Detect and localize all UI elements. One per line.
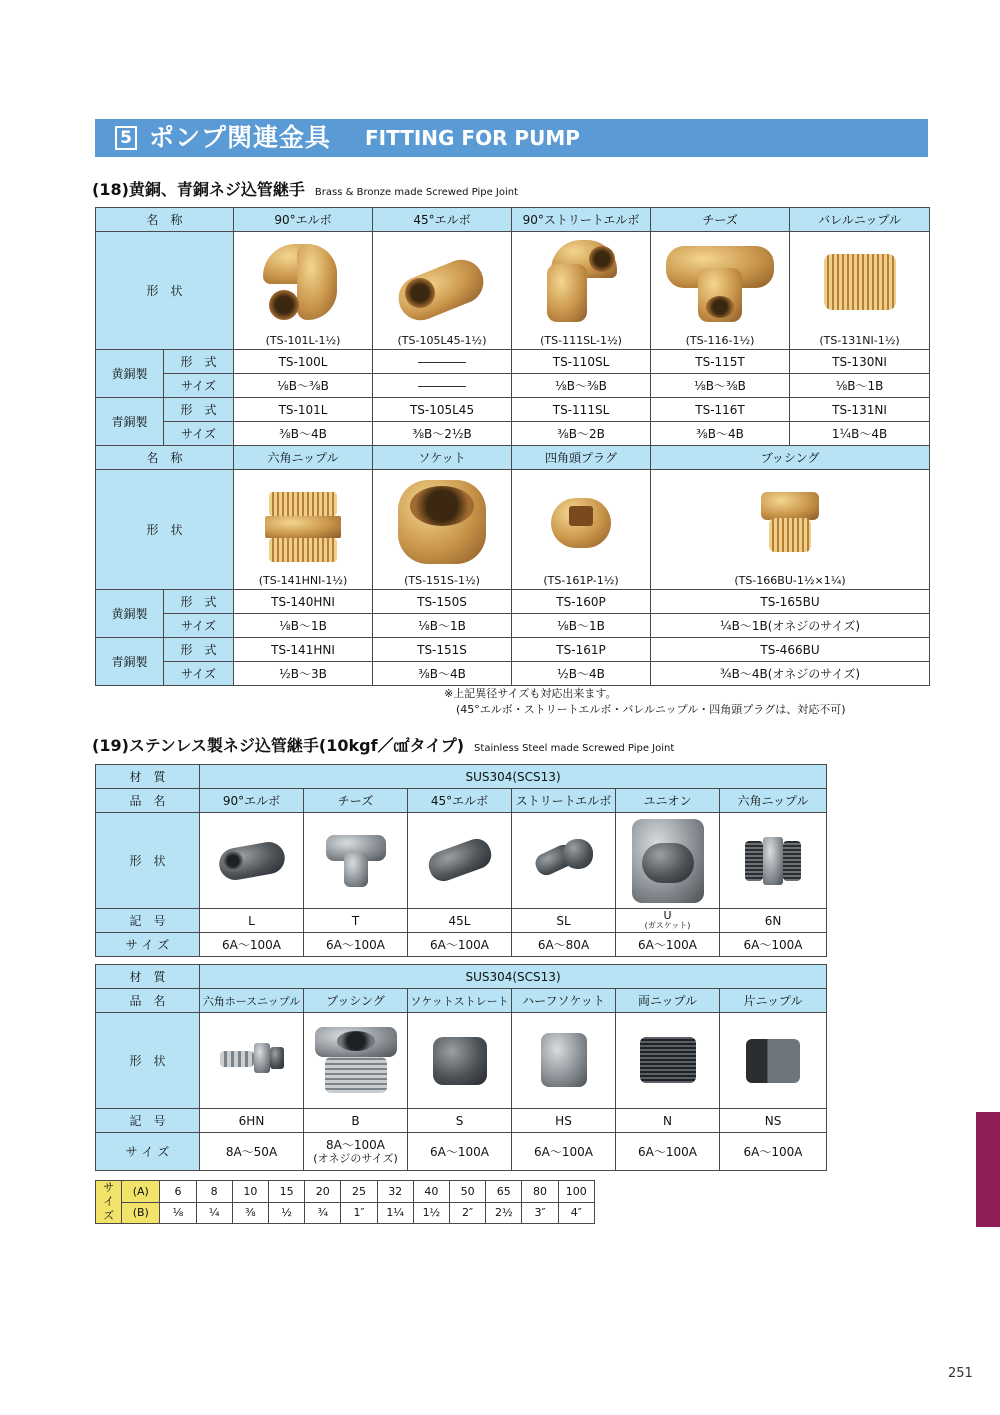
size-a-cell: 50 bbox=[450, 1181, 486, 1203]
size-label-char: イ bbox=[103, 1195, 115, 1208]
bronze-type-cell: TS-141HNI bbox=[234, 638, 373, 662]
note-line-1: ※上記異径サイズも対応出来ます。 bbox=[444, 687, 617, 700]
size-b-cell: ¾ bbox=[305, 1202, 341, 1224]
brass-type-cell: TS-100L bbox=[234, 350, 373, 374]
size-b-cell: 1½ bbox=[413, 1202, 449, 1224]
header-ss-single-nipple: 片ニップル bbox=[720, 989, 827, 1013]
size-cell: 6A～100A bbox=[408, 1133, 512, 1171]
shape-90-elbow bbox=[234, 232, 373, 350]
brass-size-cell: ⅛B～1B bbox=[790, 374, 930, 398]
caption-socket: (TS-151S-1½) bbox=[404, 574, 480, 587]
size-a-cell: 20 bbox=[305, 1181, 341, 1203]
brass-bushing-image bbox=[761, 492, 819, 554]
size-label: サ イ ズ bbox=[96, 933, 200, 957]
bronze-type-cell: TS-111SL bbox=[512, 398, 651, 422]
bronze-size-cell: ½B～3B bbox=[234, 662, 373, 686]
bushing-size: 8A～100A bbox=[326, 1137, 385, 1152]
header-tee: チーズ bbox=[651, 208, 790, 232]
size-b-cell: 4″ bbox=[558, 1202, 594, 1224]
shape-barrel-nipple bbox=[790, 232, 930, 350]
shape-bushing bbox=[651, 470, 930, 590]
brass-square-plug-image bbox=[551, 498, 611, 548]
size-b-cell: ⅜ bbox=[232, 1202, 268, 1224]
product-label: 品 名 bbox=[96, 989, 200, 1013]
ss-90-elbow-image bbox=[219, 837, 285, 883]
caption-street-elbow: (TS-111SL-1½) bbox=[540, 334, 622, 347]
ss-half-socket-cell bbox=[512, 1013, 616, 1109]
note-line-2: (45°エルボ・ストリートエルボ・バレルニップル・四角頭プラグは、対応不可) bbox=[456, 703, 846, 716]
material-label: 材 質 bbox=[96, 965, 200, 989]
size-b-cell: 1¼ bbox=[377, 1202, 413, 1224]
size-a-cell: 15 bbox=[268, 1181, 304, 1203]
size-b-cell: ¼ bbox=[196, 1202, 232, 1224]
union-symbol: U bbox=[663, 908, 672, 922]
bronze-type-cell: TS-466BU bbox=[651, 638, 930, 662]
brass-tee-image bbox=[666, 246, 774, 322]
brass-type-cell: TS-130NI bbox=[790, 350, 930, 374]
header-name: 名 称 bbox=[96, 446, 234, 470]
size-cell: 6A～100A bbox=[720, 1133, 827, 1171]
ss-45-elbow-cell bbox=[408, 813, 512, 909]
symbol-cell: L bbox=[200, 909, 304, 933]
ss-hose-nipple-cell bbox=[200, 1013, 304, 1109]
header-hex-nipple: 六角ニップル bbox=[234, 446, 373, 470]
size-conversion-table bbox=[95, 1180, 595, 1224]
brass-street-elbow-image bbox=[541, 240, 621, 326]
size-b-cell: 2″ bbox=[450, 1202, 486, 1224]
size-a-cell: 25 bbox=[341, 1181, 377, 1203]
brass-size-cell: ⅛B～1B bbox=[512, 614, 651, 638]
size-row-a-label: (A) bbox=[122, 1181, 160, 1203]
brass-size-cell: ―――― bbox=[373, 374, 512, 398]
ss-45-elbow-image bbox=[428, 835, 492, 883]
size-label: サイズ bbox=[164, 374, 234, 398]
size-label-char: ズ bbox=[103, 1209, 115, 1222]
symbol-cell: HS bbox=[512, 1109, 616, 1133]
type-label: 形 式 bbox=[164, 398, 234, 422]
size-cell: 6A～100A bbox=[408, 933, 512, 957]
brass-type-cell: TS-160P bbox=[512, 590, 651, 614]
header-ss-union: ユニオン bbox=[616, 789, 720, 813]
size-cell: 8A～50A bbox=[200, 1133, 304, 1171]
section-banner bbox=[95, 119, 928, 157]
header-ss-socket-straight: ソケットストレート bbox=[408, 989, 512, 1013]
ss-single-nipple-image bbox=[746, 1039, 800, 1083]
brass-size-cell: ⅛B～⅜B bbox=[512, 374, 651, 398]
ss-socket-straight-cell bbox=[408, 1013, 512, 1109]
size-b-cell: 1″ bbox=[341, 1202, 377, 1224]
symbol-cell: 45L bbox=[408, 909, 512, 933]
size-b-cell: ⅛ bbox=[160, 1202, 196, 1224]
ss-hex-nipple-image bbox=[745, 837, 801, 885]
bronze-type-cell: TS-101L bbox=[234, 398, 373, 422]
size-label: サイズ bbox=[164, 614, 234, 638]
ss-socket-straight-image bbox=[433, 1037, 487, 1085]
brass-bronze-table-1 bbox=[95, 207, 930, 446]
brass-size-cell: ¼B～1B(オネジのサイズ) bbox=[651, 614, 930, 638]
ss-half-socket-image bbox=[541, 1033, 587, 1087]
shape-label: 形 状 bbox=[96, 813, 200, 909]
brass-type-cell: TS-150S bbox=[373, 590, 512, 614]
brass-type-cell: TS-115T bbox=[651, 350, 790, 374]
bronze-type-cell: TS-161P bbox=[512, 638, 651, 662]
material-value: SUS304(SCS13) bbox=[200, 965, 827, 989]
size-a-cell: 8 bbox=[196, 1181, 232, 1203]
sec19-title bbox=[92, 736, 674, 759]
brass-type-cell: TS-140HNI bbox=[234, 590, 373, 614]
bronze-size-cell: ⅜B～4B bbox=[234, 422, 373, 446]
brass-barrel-nipple-image bbox=[824, 254, 896, 310]
ss-tee-cell bbox=[304, 813, 408, 909]
ss-double-nipple-image bbox=[640, 1037, 696, 1083]
header-ss-hex-nipple: 六角ニップル bbox=[720, 789, 827, 813]
header-ss-hose-nipple: 六角ホースニップル bbox=[200, 989, 304, 1013]
stainless-table-1 bbox=[95, 764, 827, 957]
symbol-label: 記 号 bbox=[96, 909, 200, 933]
size-b-cell: 2½ bbox=[486, 1202, 522, 1224]
stainless-table-2 bbox=[95, 964, 827, 1171]
symbol-cell: NS bbox=[720, 1109, 827, 1133]
size-cell: 6A～80A bbox=[512, 933, 616, 957]
brass-90-elbow-image bbox=[263, 244, 343, 324]
ss-street-elbow-image bbox=[535, 839, 593, 881]
bronze-size-cell: ¾B～4B(オネジのサイズ) bbox=[651, 662, 930, 686]
shape-hex-nipple bbox=[234, 470, 373, 590]
bronze-size-cell: 1¼B～4B bbox=[790, 422, 930, 446]
product-label: 品 名 bbox=[96, 789, 200, 813]
ss-bushing-cell bbox=[304, 1013, 408, 1109]
header-ss-45-elbow: 45°エルボ bbox=[408, 789, 512, 813]
section-title-jp: ポンプ関連金具 bbox=[149, 123, 332, 152]
ss-double-nipple-cell bbox=[616, 1013, 720, 1109]
ss-hex-nipple-cell bbox=[720, 813, 827, 909]
ss-single-nipple-cell bbox=[720, 1013, 827, 1109]
size-a-cell: 65 bbox=[486, 1181, 522, 1203]
brass-hex-nipple-image bbox=[265, 492, 341, 564]
union-symbol-note: (ガスケット) bbox=[644, 920, 691, 930]
header-ss-tee: チーズ bbox=[304, 789, 408, 813]
brass-socket-image bbox=[398, 480, 486, 564]
header-ss-street-elbow: ストリートエルボ bbox=[512, 789, 616, 813]
caption-barrel-nipple: (TS-131NI-1½) bbox=[819, 334, 900, 347]
brass-45-elbow-image bbox=[397, 250, 487, 322]
shape-label: 形 状 bbox=[96, 232, 234, 350]
header-name: 名 称 bbox=[96, 208, 234, 232]
symbol-label: 記 号 bbox=[96, 1109, 200, 1133]
size-label: サイズ bbox=[164, 662, 234, 686]
type-label: 形 式 bbox=[164, 590, 234, 614]
header-barrel-nipple: バレルニップル bbox=[790, 208, 930, 232]
brass-type-cell: TS-110SL bbox=[512, 350, 651, 374]
bronze-type-cell: TS-151S bbox=[373, 638, 512, 662]
size-cell: 6A～100A bbox=[720, 933, 827, 957]
header-street-elbow: 90°ストリートエルボ bbox=[512, 208, 651, 232]
ss-hose-nipple-image bbox=[220, 1043, 284, 1073]
size-a-cell: 80 bbox=[522, 1181, 558, 1203]
brass-type-cell: ―――― bbox=[373, 350, 512, 374]
size-label: サ イ ズ bbox=[96, 1133, 200, 1171]
material-label: 材 質 bbox=[96, 765, 200, 789]
header-ss-90-elbow: 90°エルボ bbox=[200, 789, 304, 813]
header-45-elbow: 45°エルボ bbox=[373, 208, 512, 232]
size-cell: 6A～100A bbox=[304, 933, 408, 957]
symbol-cell: N bbox=[616, 1109, 720, 1133]
ss-union-image bbox=[626, 819, 710, 903]
size-cell: 6A～100A bbox=[512, 1133, 616, 1171]
header-90-elbow: 90°エルボ bbox=[234, 208, 373, 232]
header-socket: ソケット bbox=[373, 446, 512, 470]
material-value: SUS304(SCS13) bbox=[200, 765, 827, 789]
symbol-cell: 6N bbox=[720, 909, 827, 933]
caption-square-plug: (TS-161P-1½) bbox=[543, 574, 619, 587]
size-label-char: サ bbox=[103, 1181, 115, 1194]
brass-label: 黄銅製 bbox=[96, 590, 164, 638]
ss-bushing-image bbox=[315, 1027, 397, 1095]
shape-label: 形 状 bbox=[96, 1013, 200, 1109]
shape-45-elbow bbox=[373, 232, 512, 350]
brass-size-cell: ⅛B～1B bbox=[373, 614, 512, 638]
size-a-cell: 40 bbox=[413, 1181, 449, 1203]
ss-union-cell bbox=[616, 813, 720, 909]
shape-street-elbow bbox=[512, 232, 651, 350]
bronze-label: 青銅製 bbox=[96, 398, 164, 446]
brass-size-cell: ⅛B～⅜B bbox=[651, 374, 790, 398]
size-a-cell: 32 bbox=[377, 1181, 413, 1203]
brass-label: 黄銅製 bbox=[96, 350, 164, 398]
caption-bushing: (TS-166BU-1½×1¼) bbox=[734, 574, 846, 587]
caption-45-elbow: (TS-105L45-1½) bbox=[397, 334, 487, 347]
header-bushing: ブッシング bbox=[651, 446, 930, 470]
caption-90-elbow: (TS-101L-1½) bbox=[265, 334, 341, 347]
size-a-cell: 6 bbox=[160, 1181, 196, 1203]
ss-90-elbow-cell bbox=[200, 813, 304, 909]
symbol-cell: S bbox=[408, 1109, 512, 1133]
bronze-size-cell: ⅜B～4B bbox=[651, 422, 790, 446]
symbol-cell: SL bbox=[512, 909, 616, 933]
header-square-plug: 四角頭プラグ bbox=[512, 446, 651, 470]
chapter-tab-marker bbox=[976, 1112, 1000, 1227]
sec18-title bbox=[92, 180, 518, 203]
section-number: 5 bbox=[115, 126, 137, 150]
size-cell: 6A～100A bbox=[616, 933, 720, 957]
bronze-type-cell: TS-105L45 bbox=[373, 398, 512, 422]
page-number: 251 bbox=[948, 1366, 973, 1381]
size-a-cell: 10 bbox=[232, 1181, 268, 1203]
sec19-title-text: (19)ステンレス製ネジ込管継手(10kgf／㎠タイプ) bbox=[92, 736, 465, 755]
bronze-size-cell: ½B～4B bbox=[512, 662, 651, 686]
section-title-en: FITTING FOR PUMP bbox=[365, 126, 580, 150]
bronze-size-cell: ⅜B～2½B bbox=[373, 422, 512, 446]
brass-size-cell: ⅛B～1B bbox=[234, 614, 373, 638]
size-cell-bushing bbox=[304, 1133, 408, 1171]
size-cell: 6A～100A bbox=[616, 1133, 720, 1171]
caption-tee: (TS-116-1½) bbox=[685, 334, 755, 347]
brass-bronze-table-2 bbox=[95, 445, 930, 686]
symbol-cell: 6HN bbox=[200, 1109, 304, 1133]
bronze-type-cell: TS-116T bbox=[651, 398, 790, 422]
shape-socket bbox=[373, 470, 512, 590]
sec19-subtitle: Stainless Steel made Screwed Pipe Joint bbox=[474, 743, 675, 754]
header-ss-half-socket: ハーフソケット bbox=[512, 989, 616, 1013]
size-a-cell: 100 bbox=[558, 1181, 594, 1203]
symbol-cell: B bbox=[304, 1109, 408, 1133]
header-ss-double-nipple: 両ニップル bbox=[616, 989, 720, 1013]
size-b-cell: 3″ bbox=[522, 1202, 558, 1224]
symbol-cell-union bbox=[616, 909, 720, 933]
size-table-label bbox=[96, 1181, 122, 1224]
bronze-size-cell: ⅜B～4B bbox=[373, 662, 512, 686]
bronze-size-cell: ⅜B～2B bbox=[512, 422, 651, 446]
bronze-type-cell: TS-131NI bbox=[790, 398, 930, 422]
shape-label: 形 状 bbox=[96, 470, 234, 590]
brass-size-cell: ⅛B～⅜B bbox=[234, 374, 373, 398]
size-row-b-label: (B) bbox=[122, 1202, 160, 1224]
brass-type-cell: TS-165BU bbox=[651, 590, 930, 614]
type-label: 形 式 bbox=[164, 350, 234, 374]
bronze-label: 青銅製 bbox=[96, 638, 164, 686]
sec18-title-text: (18)黄銅、青銅ネジ込管継手 bbox=[92, 180, 305, 199]
shape-square-plug bbox=[512, 470, 651, 590]
size-cell: 6A～100A bbox=[200, 933, 304, 957]
ss-street-elbow-cell bbox=[512, 813, 616, 909]
sec18-subtitle: Brass & Bronze made Screwed Pipe Joint bbox=[314, 187, 519, 198]
shape-tee bbox=[651, 232, 790, 350]
bushing-size-note: (オネジのサイズ) bbox=[313, 1151, 398, 1165]
symbol-cell: T bbox=[304, 909, 408, 933]
size-label: サイズ bbox=[164, 422, 234, 446]
ss-tee-image bbox=[326, 835, 386, 887]
caption-hex-nipple: (TS-141HNI-1½) bbox=[258, 574, 348, 587]
header-ss-bushing: ブッシング bbox=[304, 989, 408, 1013]
type-label: 形 式 bbox=[164, 638, 234, 662]
size-b-cell: ½ bbox=[268, 1202, 304, 1224]
